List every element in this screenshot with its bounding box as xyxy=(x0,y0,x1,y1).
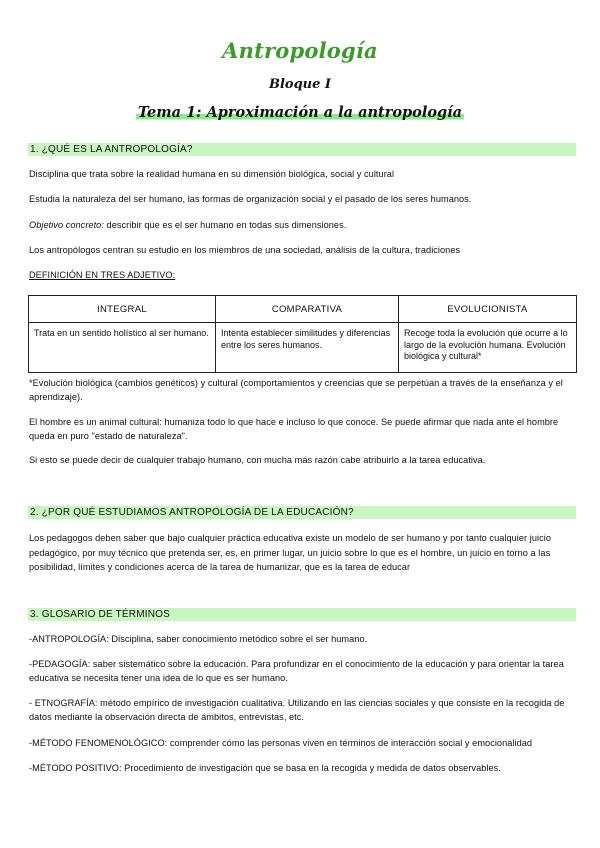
glossary-item-pedagogia: -PEDAGOGÍA: saber sistemático sobre la educación. Para profundizar en el conocimiento de la educación y para orientar la tarea educativa se necesita tener una idea de lo que es ser humano. xyxy=(29,659,564,683)
document-title: Antropología xyxy=(222,38,378,63)
table-cell-comparativa: Intenta establecer similitudes y diferencias entre los seres humanos. xyxy=(216,323,399,373)
definition-table xyxy=(28,295,577,373)
glossary-item-fenomenologico: -MÉTODO FENOMENOLÓGICO: comprender cómo las personas viven en términos de interacción social y emocionalidad xyxy=(29,738,533,748)
table-header-evolucionista: EVOLUCIONISTA xyxy=(399,296,577,323)
definition-heading: DEFINICIÓN EN TRES ADJETIVO: xyxy=(29,270,176,280)
section-3-heading: 3. GLOSARIO DE TÉRMINOS xyxy=(28,608,576,621)
s1-paragraph-3 xyxy=(29,219,577,233)
topic-heading xyxy=(0,104,600,121)
section-1-heading: 1. ¿QUÉ ES LA ANTROPOLOGÍA? xyxy=(28,143,576,156)
objective-label: Objetivo concreto: xyxy=(29,220,104,230)
s1-paragraph-1: Disciplina que trata sobre la realidad humana en su dimensión biológica, social y cultural xyxy=(29,169,395,179)
s1-paragraph-2: Estudia la naturaleza del ser humano, las formas de organización social y el pasado de los seres humanos. xyxy=(29,194,472,204)
table-cell-integral: Trata en un sentido holístico al ser humano. xyxy=(29,323,216,373)
table-header-integral: INTEGRAL xyxy=(29,296,216,323)
table-row xyxy=(29,323,577,373)
s2-paragraph-1: Los pedagogos deben saber que bajo cualquier práctica educativa existe un modelo de ser humano y por tanto cualquier juicio pedagógico, por muy técnico que pretenda ser, es, en primer lugar, un juicio sobre lo que es el hombre, un juicio en torno a las posibilidad, límites y condiciones acerca de la tarea de humanizar, que es la tarea de educar xyxy=(29,533,552,572)
s1-paragraph-6: Si esto se puede decir de cualquier trabajo humano, con mucha más razón cabe atribuirlo a la tarea educativa. xyxy=(29,455,486,465)
s1-paragraph-4: Los antropólogos centran su estudio en los miembros de una sociedad, análisis de la cultura, tradiciones xyxy=(29,245,461,255)
topic-heading-text: Tema 1: Aproximación a la antropología xyxy=(137,104,463,121)
block-subtitle: Bloque I xyxy=(268,77,332,92)
section-2-heading: 2. ¿POR QUÉ ESTUDIAMOS ANTROPOLOGÍA DE LA EDUCACIÓN? xyxy=(28,506,576,519)
table-header-row xyxy=(29,296,577,323)
objective-text: describir que es el ser humano en todas sus dimensiones. xyxy=(103,220,347,230)
glossary-item-positivo: -MÉTODO POSITIVO: Procedimiento de investigación que se basa en la recogida y medida de datos observables. xyxy=(29,763,501,773)
s1-note: *Evolución biológica (cambios genéticos) y cultural (comportamientos y creencias que se perpetúan a través de la enseñanza y el aprendizaje). xyxy=(29,378,563,402)
table-header-comparativa: COMPARATIVA xyxy=(216,296,399,323)
table-cell-evolucionista: Recoge toda la evolución que ocurre a lo largo de la evolución humana. Evolución biológica y cultural* xyxy=(399,323,577,373)
s1-paragraph-5: El hombre es un animal cultural: humaniza todo lo que hace e incluso lo que conoce. Se puede afirmar que nada ante el hombre queda en puro "estado de naturaleza". xyxy=(29,417,559,441)
glossary-item-antropologia: -ANTROPOLOGÍA: Disciplina, saber conocimiento metódico sobre el ser humano. xyxy=(29,634,368,644)
glossary-item-etnografia: - ETNOGRAFÍA: método empírico de investigación cualitativa. Utilizando en las ciencias sociales y que consiste en la recogida de datos mediante la observación directa de ámbitos, entrevistas, etc. xyxy=(29,698,565,722)
